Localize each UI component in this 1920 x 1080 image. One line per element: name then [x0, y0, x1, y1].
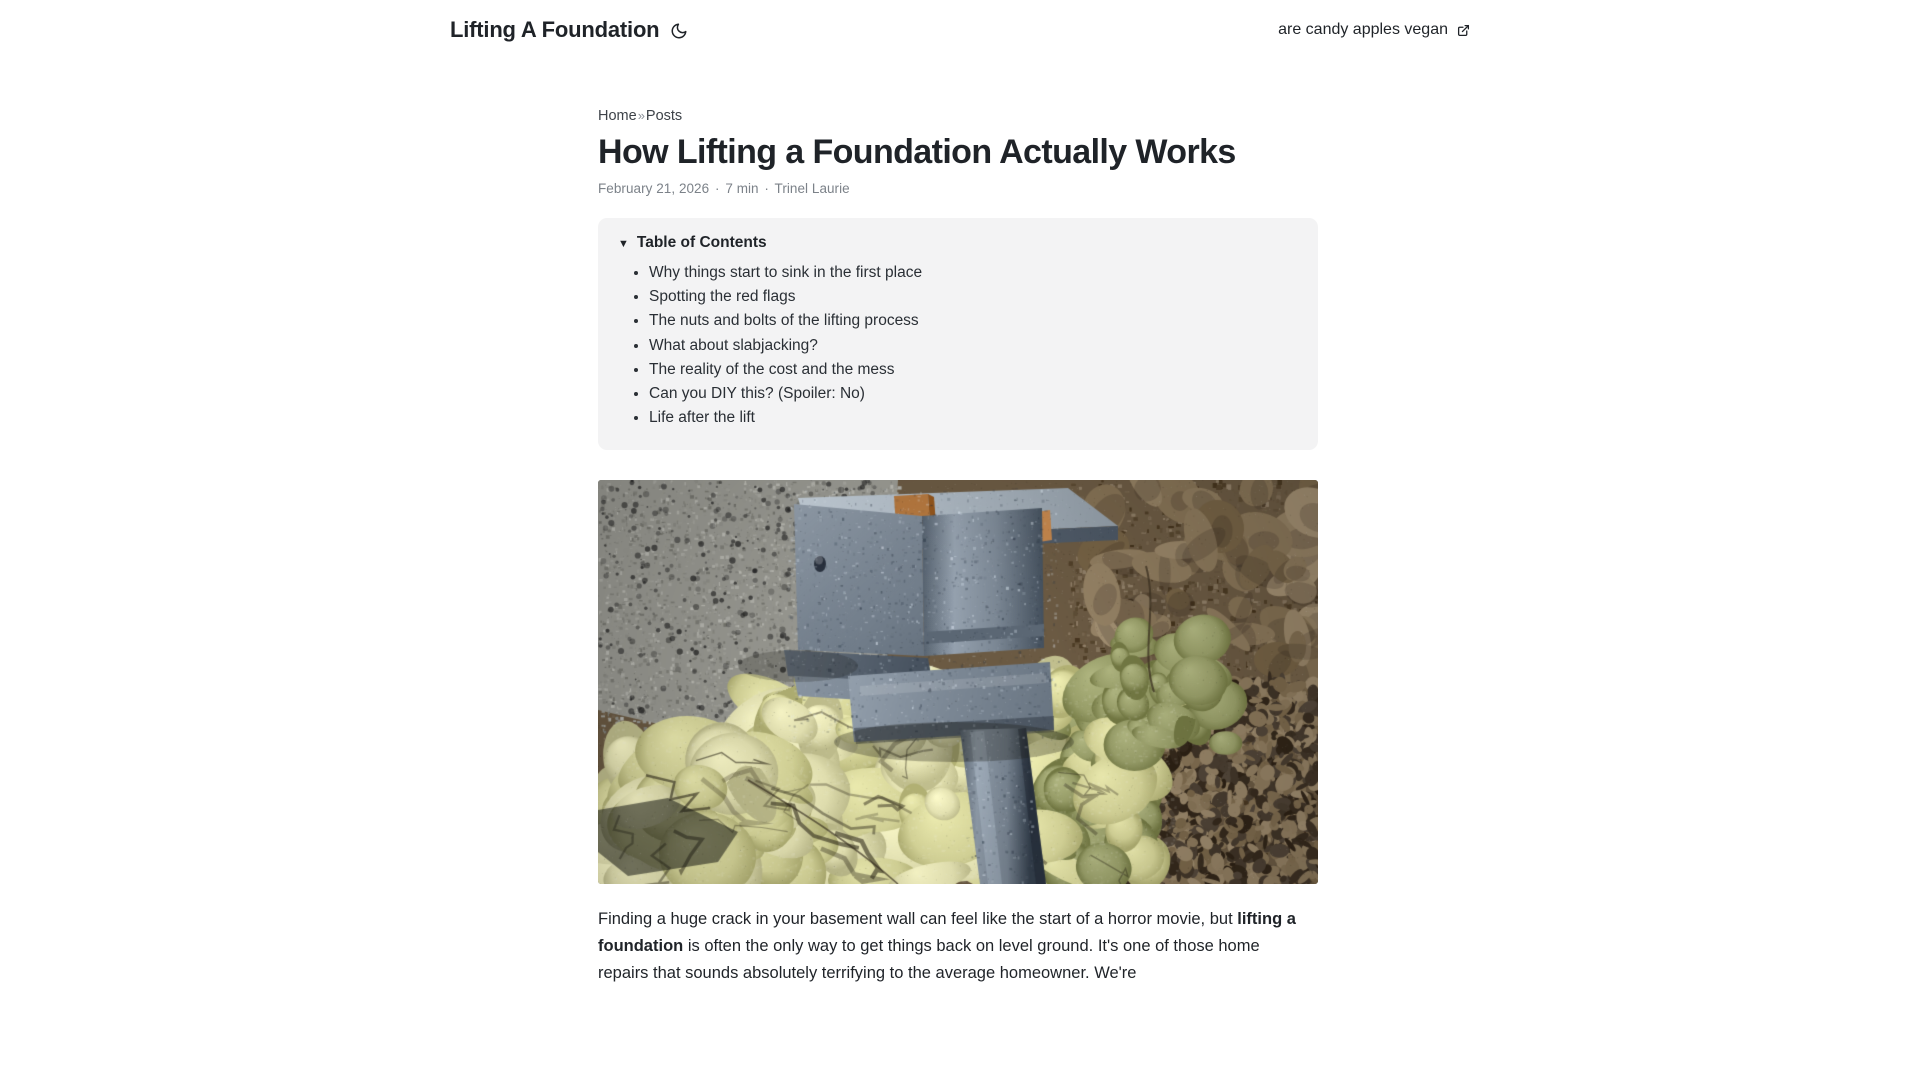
nav-link-are-candy-apples-vegan[interactable]: are candy apples vegan [1278, 21, 1448, 38]
toc-link[interactable]: Life after the lift [649, 409, 755, 427]
meta-separator-2: · [764, 181, 769, 197]
post-body [598, 906, 1318, 986]
list-item[interactable] [634, 309, 1298, 333]
toc-link[interactable]: The reality of the cost and the mess [649, 360, 895, 378]
post-read-time: 7 min [725, 181, 759, 197]
toc-toggle[interactable] [618, 234, 1298, 252]
site-title[interactable]: Lifting A Foundation [450, 17, 660, 42]
triangle-down-icon: ▼ [618, 237, 629, 250]
hero-image [598, 480, 1318, 884]
site-header [0, 0, 1920, 60]
list-item[interactable] [634, 285, 1298, 309]
page-title: How Lifting a Foundation Actually Works [598, 133, 1236, 172]
post-date: February 21, 2026 [598, 181, 710, 197]
breadcrumb-item-home[interactable]: Home [598, 108, 637, 124]
list-item[interactable] [634, 358, 1298, 382]
list-item[interactable] [634, 382, 1298, 406]
breadcrumb-item-posts[interactable]: Posts [645, 108, 683, 124]
article [598, 60, 1318, 1004]
toc-link[interactable]: Can you DIY this? (Spoiler: No) [649, 384, 865, 402]
external-link-icon [1457, 24, 1470, 37]
list-item[interactable] [634, 406, 1298, 430]
breadcrumb [598, 106, 1318, 126]
post-author: Trinel Laurie [774, 181, 850, 197]
list-item[interactable] [634, 261, 1298, 285]
toc-list [618, 261, 1298, 430]
toc-link[interactable]: What about slabjacking? [649, 336, 818, 354]
toc-link[interactable]: The nuts and bolts of the lifting process [649, 312, 919, 330]
page-container [0, 60, 1920, 1004]
breadcrumb-separator: » [637, 108, 645, 123]
paragraph-1-text-before: Finding a huge crack in your basement wall can feel like the start of a horror movie, but [598, 910, 1238, 929]
moon-icon[interactable] [669, 21, 689, 41]
paragraph-1-bold-phrase: lifting a foundation [598, 910, 1296, 955]
paragraph-1-text-after: is often the only way to get things back on level ground. It's one of those home repairs that sounds absolutely terrifying to the average homeowner. We're [598, 936, 1260, 982]
external-link-icon-svg [1457, 24, 1470, 37]
toc-link[interactable]: Spotting the red flags [649, 288, 796, 306]
meta-separator-1: · [714, 181, 720, 197]
moon-icon-svg [670, 22, 688, 40]
brand-group [450, 17, 689, 43]
hero-image-canvas [598, 480, 1318, 884]
toc-heading: Table of Contents [636, 234, 767, 252]
table-of-contents [598, 218, 1318, 450]
toc-link[interactable]: Why things start to sink in the first place [649, 264, 923, 282]
header-nav [1278, 21, 1470, 39]
paragraph-1 [598, 906, 1314, 986]
list-item[interactable] [634, 334, 1298, 358]
post-meta [598, 181, 1318, 196]
